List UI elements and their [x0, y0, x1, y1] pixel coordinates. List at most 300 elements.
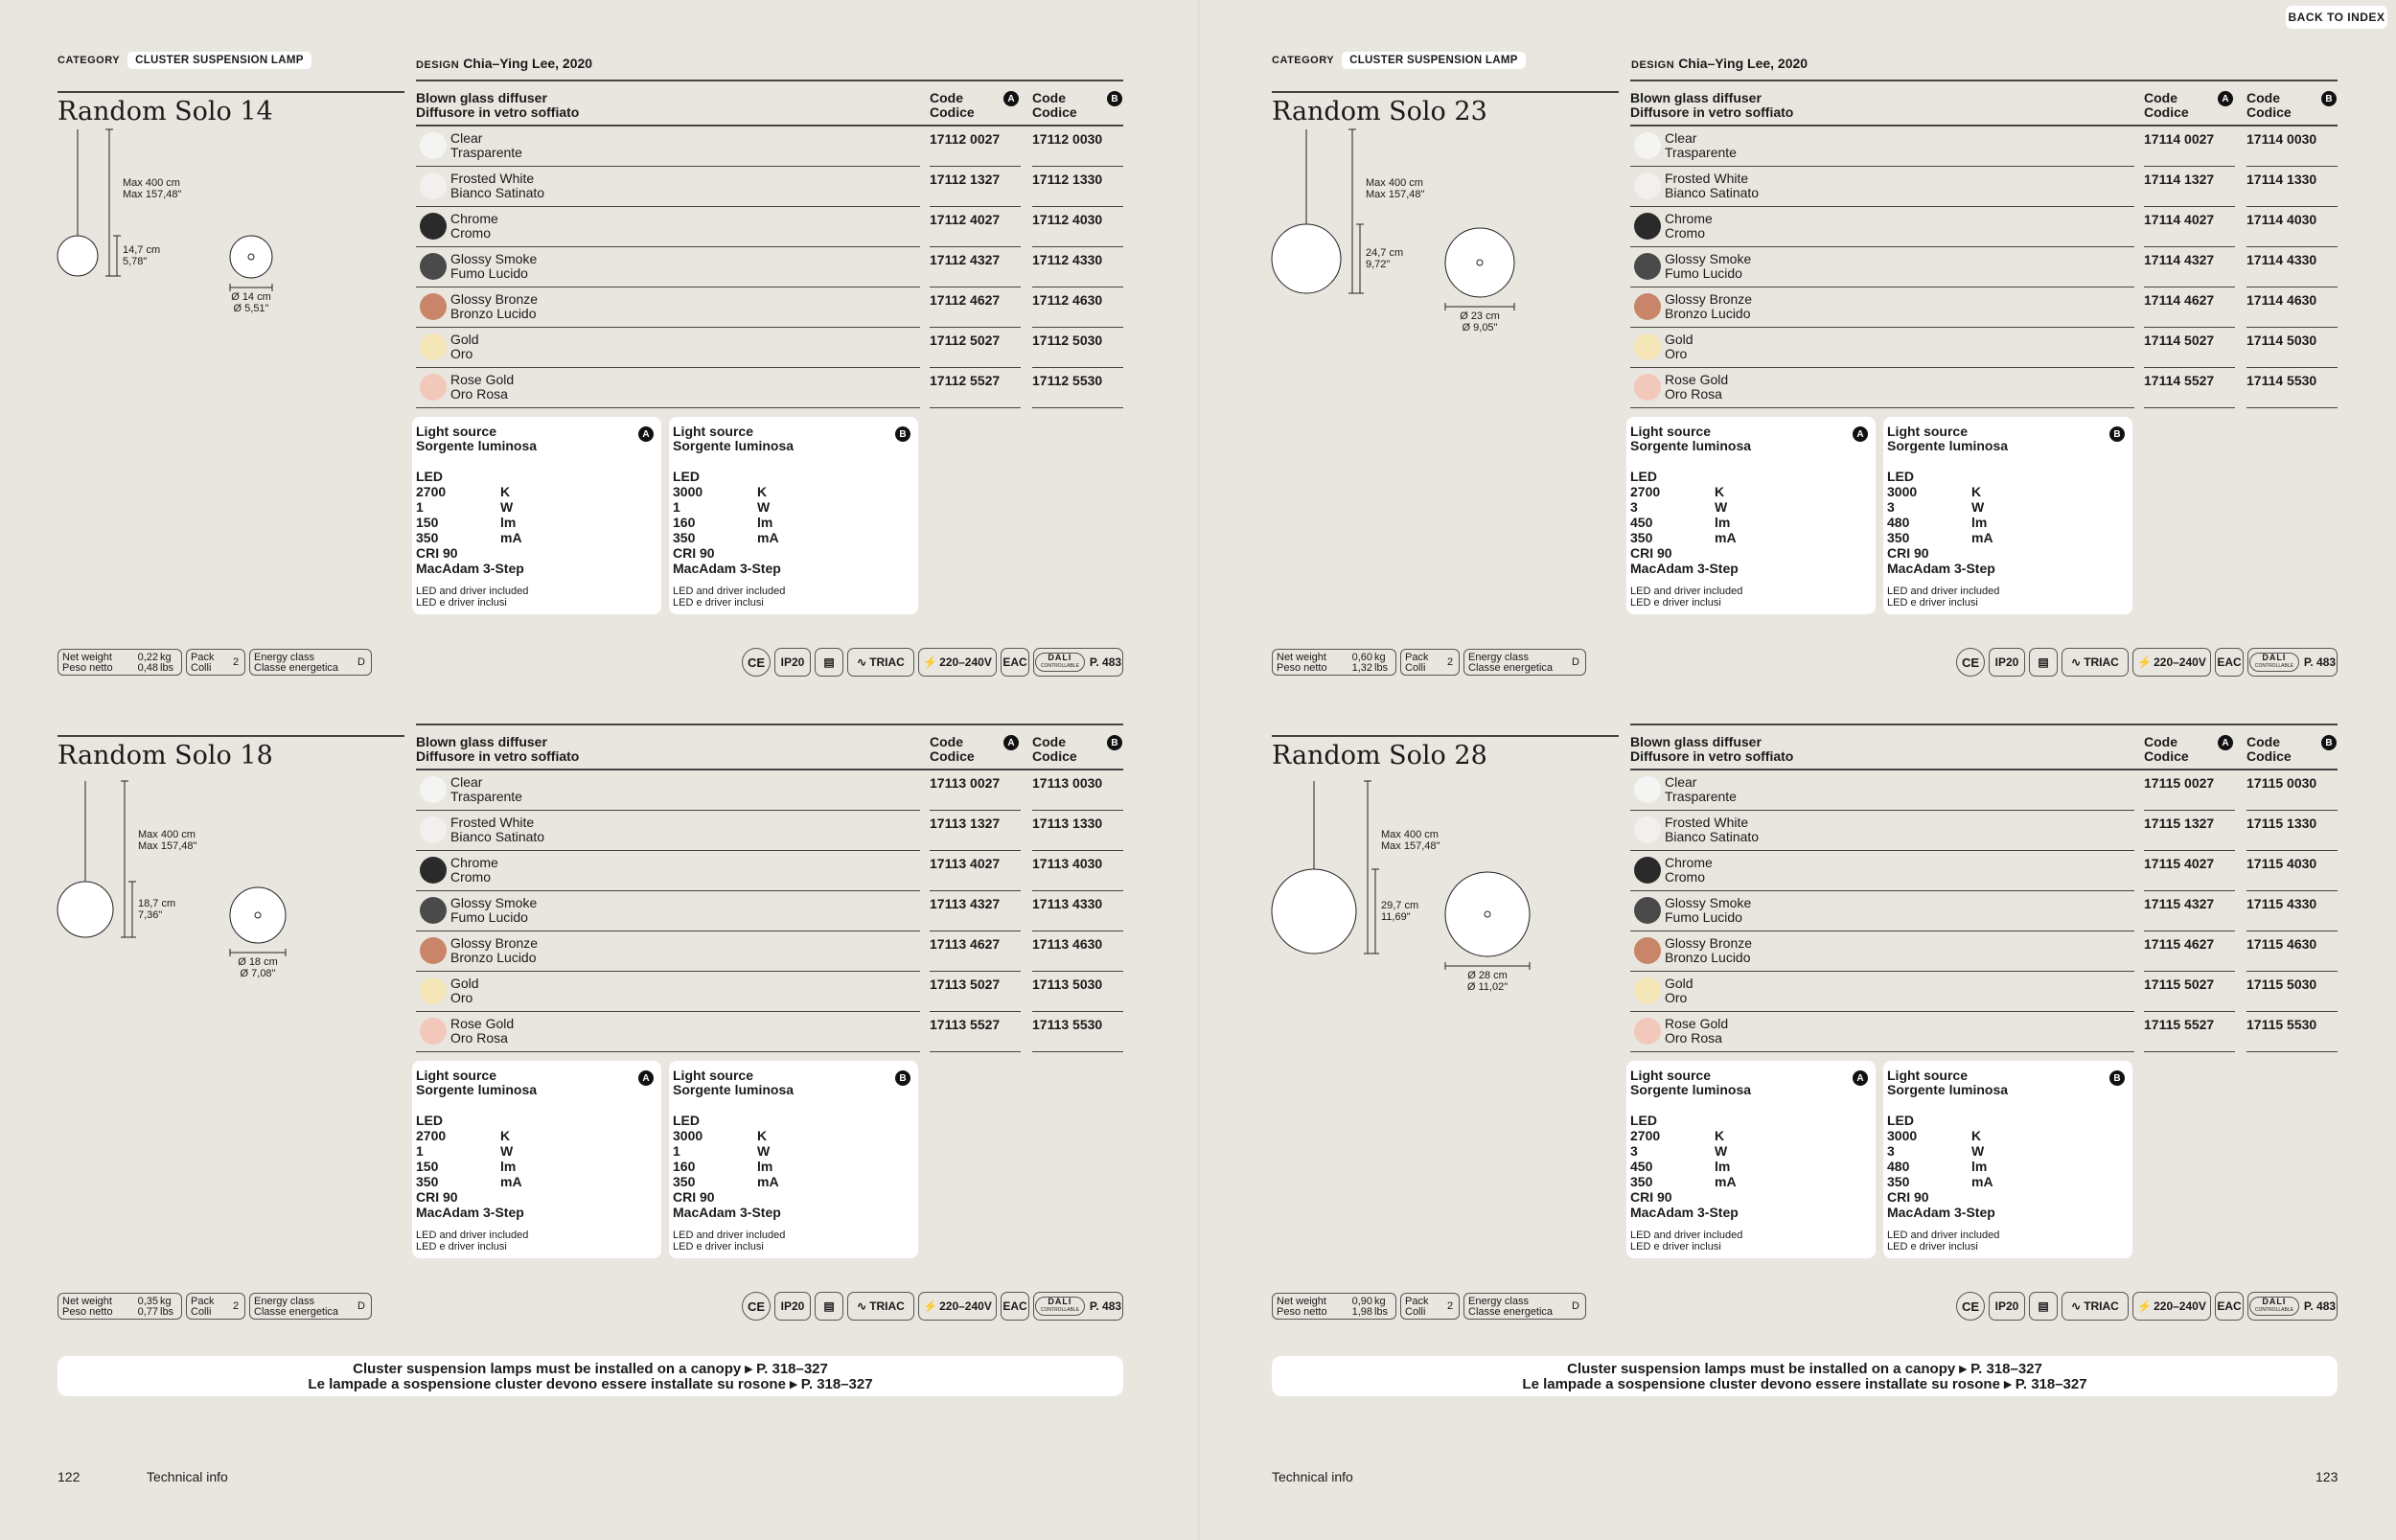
- finish-swatch-icon: [1634, 937, 1661, 964]
- spec-unit: mA: [1971, 1174, 1993, 1189]
- table-row: [1630, 770, 2338, 811]
- row-line: [930, 1051, 1021, 1052]
- product-2: [58, 735, 1123, 1348]
- code-b: 17113 5030: [1032, 977, 1103, 992]
- weight-units: [160, 653, 173, 674]
- pack-label-it: Colli: [1405, 1306, 1426, 1318]
- badge-b: B: [895, 426, 910, 442]
- canopy-note-left: [58, 1356, 1123, 1396]
- finish-name-en: Glossy Smoke: [1665, 251, 1752, 266]
- finish-name-it: Cromo: [1665, 225, 1706, 241]
- finish-swatch-icon: [1634, 333, 1661, 360]
- led-label: LED: [1887, 469, 1914, 484]
- led-note: [673, 586, 914, 609]
- dali-logo: [1035, 653, 1085, 672]
- spec-value: 350: [673, 530, 696, 545]
- eac-text: EAC: [2217, 1299, 2242, 1313]
- finish-name: [1665, 252, 1751, 281]
- table-row: [416, 770, 1123, 811]
- category-pill: CLUSTER SUSPENSION LAMP: [1342, 52, 1526, 69]
- code-header-it: Codice: [1032, 748, 1077, 764]
- energy-label-en: Energy class: [1468, 652, 1529, 663]
- code-header-it: Codice: [2246, 104, 2292, 120]
- spec-value: 3: [1630, 499, 1638, 515]
- badge-a: A: [1003, 735, 1019, 750]
- ip-text: IP20: [780, 1299, 805, 1313]
- spec-line-ma: [416, 530, 657, 545]
- light-source-spec: [673, 1113, 914, 1220]
- led-note: [1630, 586, 1872, 609]
- light-source-title-en: Light source: [416, 424, 497, 439]
- finish-name: [450, 292, 538, 321]
- row-line: [1032, 407, 1123, 408]
- light-source-card-a: [412, 1061, 661, 1258]
- eac-text: EAC: [2217, 655, 2242, 669]
- code-b: 17114 1330: [2246, 172, 2317, 187]
- spec-value: 2700: [416, 1128, 447, 1143]
- diameter-in: Ø 5,51": [233, 303, 269, 314]
- table-row: [416, 287, 1123, 328]
- table-row: [416, 1012, 1123, 1052]
- design-label: DESIGN: [1631, 59, 1675, 71]
- table-row: [1630, 891, 2338, 931]
- finish-name-it: Cromo: [1665, 869, 1706, 885]
- finish-name: [450, 131, 522, 160]
- light-source-spec: [1887, 1113, 2129, 1220]
- spec-line-w: [1887, 499, 2129, 515]
- cri-value: CRI 90: [673, 1189, 715, 1205]
- led-label: LED: [1630, 469, 1657, 484]
- unit-kg: kg: [1374, 652, 1386, 663]
- led-note-en: LED and driver included: [673, 1230, 786, 1241]
- code-header-en: Code: [1032, 734, 1066, 749]
- led-note-it: LED e driver inclusi: [673, 597, 764, 609]
- finish-name-en: Gold: [450, 332, 479, 347]
- category-header-right: [1272, 52, 1526, 80]
- row-line: [416, 407, 920, 408]
- spec-value: 350: [673, 1174, 696, 1189]
- code-a: 17115 5527: [2144, 1017, 2215, 1032]
- code-header-a: [930, 91, 975, 120]
- table-row: [1630, 851, 2338, 891]
- weight-lbs: 0,48: [137, 662, 158, 674]
- code-a: 17112 5027: [930, 333, 1001, 348]
- led-note-en: LED and driver included: [673, 586, 786, 597]
- voltage-badge: [918, 1292, 997, 1321]
- spec-value: 1: [416, 499, 424, 515]
- light-source-card-b: [1883, 417, 2132, 614]
- spec-value: 480: [1887, 515, 1910, 530]
- code-b: 17112 4330: [1032, 252, 1103, 267]
- spec-line-k: [1630, 1128, 1872, 1143]
- product-4: [1272, 735, 2338, 1348]
- row-line: [930, 407, 1021, 408]
- ip20-badge: [1989, 648, 2025, 677]
- finish-swatch-icon: [1634, 977, 1661, 1004]
- height-in: 7,36": [138, 909, 163, 921]
- spec-value: 3000: [1887, 484, 1918, 499]
- finish-swatch-icon: [420, 374, 447, 401]
- spec-line-lm: [416, 515, 657, 530]
- max-length-in: Max 157,48": [123, 189, 182, 200]
- max-length-in: Max 157,48": [1381, 840, 1440, 852]
- spec-value: 3000: [1887, 1128, 1918, 1143]
- voltage-text: 220–240V: [2154, 655, 2206, 669]
- code-a: 17115 4327: [2144, 896, 2215, 911]
- spec-unit: W: [1971, 499, 1985, 515]
- spec-value: 160: [673, 515, 696, 530]
- code-a: 17114 1327: [2144, 172, 2215, 187]
- led-label: LED: [416, 1113, 443, 1128]
- spec-line-ma: [1630, 530, 1872, 545]
- code-header-en: Code: [930, 734, 963, 749]
- energy-label-en: Energy class: [254, 652, 314, 663]
- code-a: 17115 4627: [2144, 936, 2215, 952]
- voltage-badge: [2132, 1292, 2211, 1321]
- triac-text: TRIAC: [2084, 655, 2119, 669]
- badge-b: B: [2109, 1070, 2125, 1086]
- designer-name: Chia–Ying Lee, 2020: [1678, 56, 1809, 71]
- finish-name-it: Oro Rosa: [450, 1030, 508, 1046]
- finish-name-it: Oro: [1665, 346, 1688, 361]
- finish-name-en: Frosted White: [1665, 171, 1749, 186]
- energy-label-en: Energy class: [254, 1296, 314, 1307]
- designer-name: Chia–Ying Lee, 2020: [463, 56, 593, 71]
- spec-unit: K: [757, 1128, 768, 1143]
- net-weight-pill: [58, 1293, 182, 1320]
- table-row: [1630, 811, 2338, 851]
- finish-swatch-icon: [420, 132, 447, 159]
- light-source-title-en: Light source: [1887, 424, 1969, 439]
- diffuser-header: [1630, 91, 1793, 120]
- row-line: [2246, 407, 2338, 408]
- spec-unit: lm: [757, 1159, 773, 1174]
- spec-unit: mA: [1715, 530, 1737, 545]
- code-header-it: Codice: [2246, 748, 2292, 764]
- pack-label-en: Pack: [1405, 1296, 1429, 1307]
- led-note: [416, 1230, 657, 1253]
- light-source-title: [416, 1069, 657, 1097]
- finish-name-it: Bianco Satinato: [450, 185, 545, 200]
- finish-name-it: Oro Rosa: [1665, 386, 1722, 402]
- finish-name-en: Glossy Bronze: [1665, 291, 1753, 307]
- spec-value: 1: [673, 499, 680, 515]
- page-number-right: 123: [2315, 1469, 2338, 1484]
- table-row: [1630, 328, 2338, 368]
- code-a: 17113 0027: [930, 775, 1001, 791]
- code-b: 17112 5530: [1032, 373, 1103, 388]
- finish-swatch-icon: [1634, 172, 1661, 199]
- finish-name-en: Glossy Smoke: [450, 251, 538, 266]
- light-source-title: [416, 425, 657, 453]
- table-row: [1630, 207, 2338, 247]
- table-row: [416, 891, 1123, 931]
- diffuser-header-en: Blown glass diffuser: [1630, 734, 1762, 749]
- table-row: [1630, 247, 2338, 287]
- spec-value: 1: [416, 1143, 424, 1159]
- led-label: LED: [1887, 1113, 1914, 1128]
- light-source-spec: [673, 469, 914, 576]
- dimmable-icon: ▤: [815, 1292, 843, 1321]
- height-cm: 14,7 cm: [123, 244, 161, 256]
- finish-name: [1665, 172, 1759, 200]
- pack-value: 2: [1447, 1300, 1454, 1312]
- finish-name: [450, 977, 479, 1005]
- product-rule: [1272, 91, 1619, 93]
- finish-swatch-icon: [420, 977, 447, 1004]
- finish-name-en: Clear: [1665, 774, 1697, 790]
- eac-text: EAC: [1002, 655, 1027, 669]
- finish-name-it: Bronzo Lucido: [450, 950, 537, 965]
- finish-name-it: Bronzo Lucido: [1665, 306, 1751, 321]
- max-length-cm: Max 400 cm: [123, 177, 180, 189]
- code-b: 17114 0030: [2246, 131, 2317, 147]
- finish-name: [450, 212, 498, 241]
- finish-name: [450, 172, 544, 200]
- spread-divider: [1198, 0, 1200, 1540]
- finish-name-it: Oro: [1665, 990, 1688, 1005]
- light-source-title-it: Sorgente luminosa: [1887, 1082, 2009, 1097]
- code-b: 17112 4030: [1032, 212, 1103, 227]
- finish-name-it: Bianco Satinato: [1665, 829, 1760, 844]
- page-number-left: 122: [58, 1469, 81, 1484]
- cri-value: CRI 90: [1887, 545, 1929, 561]
- light-source-title-en: Light source: [1630, 1068, 1712, 1083]
- light-source-title: [1630, 425, 1872, 453]
- table-row: [1630, 368, 2338, 408]
- code-a: 17112 5527: [930, 373, 1001, 388]
- code-header-b: [1032, 91, 1077, 120]
- table-row: [416, 851, 1123, 891]
- finish-name-en: Chrome: [1665, 855, 1713, 870]
- cri-value: CRI 90: [1887, 1189, 1929, 1205]
- product-name: Random Solo 23: [1272, 97, 1487, 126]
- finish-swatch-icon: [1634, 132, 1661, 159]
- spec-value: 350: [1887, 1174, 1910, 1189]
- code-a: 17114 4627: [2144, 292, 2215, 308]
- eac-text: EAC: [1002, 1299, 1027, 1313]
- bolt-icon: ⚡: [2137, 655, 2153, 669]
- spec-unit: K: [757, 484, 768, 499]
- wave-icon: ∿: [857, 655, 867, 669]
- diffuser-header: [1630, 735, 1793, 764]
- spec-line-k: [673, 1128, 914, 1143]
- code-b: 17112 4630: [1032, 292, 1103, 308]
- weight-lbs: 0,77: [137, 1306, 158, 1318]
- led-note-it: LED e driver inclusi: [416, 597, 507, 609]
- badge-a: A: [2218, 91, 2233, 106]
- spec-unit: mA: [1715, 1174, 1737, 1189]
- spec-line-k: [416, 1128, 657, 1143]
- ce-text: CE: [1961, 1299, 1980, 1314]
- energy-class-pill: [1463, 1293, 1586, 1320]
- code-header-it: Codice: [1032, 104, 1077, 120]
- ip-text: IP20: [1994, 1299, 2019, 1313]
- finish-name-en: Gold: [450, 976, 479, 991]
- dali-logo: [2249, 653, 2299, 672]
- spec-unit: K: [500, 484, 511, 499]
- finish-name-en: Gold: [1665, 332, 1693, 347]
- weight-label-it: Peso netto: [1277, 662, 1327, 674]
- diameter-cm: Ø 14 cm: [231, 291, 271, 303]
- pack-pill: [186, 649, 245, 676]
- table-row: [1630, 287, 2338, 328]
- ce-mark-icon: [1956, 648, 1985, 677]
- code-header-a: [930, 735, 975, 764]
- finish-name-en: Clear: [1665, 130, 1697, 146]
- table-row: [416, 368, 1123, 408]
- finish-name: [450, 896, 537, 925]
- light-source-title-en: Light source: [1887, 1068, 1969, 1083]
- triac-text: TRIAC: [869, 1299, 905, 1313]
- table-row: [1630, 972, 2338, 1012]
- finish-name: [1665, 936, 1752, 965]
- code-a: 17112 0027: [930, 131, 1001, 147]
- row-line: [1032, 1051, 1123, 1052]
- code-b: 17115 0030: [2246, 775, 2317, 791]
- spec-unit: mA: [500, 1174, 522, 1189]
- pack-pill: [1400, 1293, 1460, 1320]
- light-source-title-en: Light source: [1630, 424, 1712, 439]
- net-weight-pill: [58, 649, 182, 676]
- back-to-index-button[interactable]: BACK TO INDEX: [2286, 6, 2387, 29]
- code-header-it: Codice: [2144, 748, 2189, 764]
- height-cm: 18,7 cm: [138, 898, 176, 909]
- finish-name-it: Cromo: [450, 225, 492, 241]
- badge-a: A: [638, 426, 654, 442]
- weight-values: [1344, 1297, 1372, 1318]
- diameter-cm: Ø 28 cm: [1467, 970, 1508, 981]
- led-label: LED: [1630, 1113, 1657, 1128]
- finish-name: [450, 856, 498, 885]
- canopy-note-en: Cluster suspension lamps must be installed on a canopy ▸ P. 318–327: [353, 1361, 828, 1377]
- voltage-text: 220–240V: [2154, 1299, 2206, 1313]
- eac-mark-icon: [2215, 1292, 2244, 1321]
- category-label: CATEGORY: [58, 55, 121, 66]
- canopy-note-it: Le lampade a sospensione cluster devono essere installate su rosone ▸ P. 318–327: [1522, 1376, 2087, 1392]
- macadam-value: MacAdam 3-Step: [1630, 561, 1739, 576]
- finish-name-en: Rose Gold: [1665, 1016, 1729, 1031]
- spec-line-lm: [1887, 515, 2129, 530]
- unit-lbs: lbs: [160, 1306, 174, 1318]
- spec-value: 450: [1630, 515, 1653, 530]
- spec-value: 160: [673, 1159, 696, 1174]
- led-note-en: LED and driver included: [416, 586, 529, 597]
- light-source-title-it: Sorgente luminosa: [1887, 438, 2009, 453]
- code-b: 17113 4330: [1032, 896, 1103, 911]
- voltage-text: 220–240V: [939, 655, 992, 669]
- table-row: [1630, 167, 2338, 207]
- led-note: [416, 586, 657, 609]
- finish-name-it: Oro Rosa: [1665, 1030, 1722, 1046]
- finish-name: [1665, 856, 1713, 885]
- code-b: 17113 0030: [1032, 775, 1103, 791]
- dali-page: P. 483: [2303, 1299, 2337, 1313]
- code-header-en: Code: [930, 90, 963, 105]
- finish-name-en: Chrome: [450, 855, 498, 870]
- macadam-value: MacAdam 3-Step: [673, 561, 781, 576]
- code-b: 17115 5030: [2246, 977, 2317, 992]
- dali-page: P. 483: [2303, 655, 2337, 669]
- finish-name: [1665, 1017, 1728, 1046]
- finish-name: [450, 1017, 514, 1046]
- badge-a: A: [2218, 735, 2233, 750]
- light-source-title-it: Sorgente luminosa: [1630, 1082, 1752, 1097]
- weight-units: [160, 1297, 173, 1318]
- diameter-cm: Ø 23 cm: [1460, 310, 1500, 322]
- macadam-value: MacAdam 3-Step: [416, 561, 524, 576]
- weight-values: [1344, 653, 1372, 674]
- code-header-en: Code: [2246, 734, 2280, 749]
- light-source-card-a: [1626, 417, 1876, 614]
- max-length-in: Max 157,48": [138, 840, 197, 852]
- spec-unit: lm: [1971, 1159, 1988, 1174]
- table-row: [1630, 126, 2338, 167]
- badge-b: B: [1107, 735, 1122, 750]
- light-source-title-it: Sorgente luminosa: [673, 438, 795, 453]
- finish-name-en: Glossy Bronze: [1665, 935, 1753, 951]
- finish-name-en: Rose Gold: [450, 372, 515, 387]
- finish-name: [1665, 896, 1751, 925]
- code-b: 17113 5530: [1032, 1017, 1103, 1032]
- finish-swatch-icon: [1634, 816, 1661, 843]
- table-rule: [416, 724, 1123, 725]
- badge-b: B: [895, 1070, 910, 1086]
- energy-label-it: Classe energetica: [254, 662, 339, 674]
- spec-line-ma: [1887, 1174, 2129, 1189]
- finish-name-en: Glossy Smoke: [450, 895, 538, 910]
- diffuser-header-it: Diffusore in vetro soffiato: [416, 748, 580, 764]
- finish-name: [1665, 131, 1737, 160]
- led-note-en: LED and driver included: [1887, 586, 2000, 597]
- voltage-text: 220–240V: [939, 1299, 992, 1313]
- light-source-card-a: [412, 417, 661, 614]
- energy-label-it: Classe energetica: [254, 1306, 339, 1318]
- dali-sub: CONTROLLABLE: [1040, 1307, 1079, 1313]
- triac-text: TRIAC: [2084, 1299, 2119, 1313]
- spec-line-lm: [1630, 1159, 1872, 1174]
- spec-value: 350: [416, 530, 439, 545]
- finish-name-en: Rose Gold: [1665, 372, 1729, 387]
- finish-name-en: Glossy Bronze: [450, 935, 539, 951]
- spec-line-lm: [673, 1159, 914, 1174]
- diffuser-header-en: Blown glass diffuser: [1630, 90, 1762, 105]
- max-length-in: Max 157,48": [1366, 189, 1425, 200]
- row-line: [416, 1051, 920, 1052]
- eac-mark-icon: [1001, 648, 1029, 677]
- table-row: [416, 811, 1123, 851]
- code-header-it: Codice: [930, 104, 975, 120]
- dali-badge: [1033, 1292, 1123, 1321]
- diffuser-header-it: Diffusore in vetro soffiato: [1630, 748, 1794, 764]
- spec-line-k: [1887, 484, 2129, 499]
- wave-icon: ∿: [2071, 655, 2082, 669]
- spec-unit: W: [500, 499, 514, 515]
- net-weight-pill: [1272, 1293, 1396, 1320]
- spec-unit: W: [500, 1143, 514, 1159]
- spec-unit: W: [1715, 499, 1728, 515]
- macadam-value: MacAdam 3-Step: [416, 1205, 524, 1220]
- weight-label-en: Net weight: [1277, 652, 1326, 663]
- row-line: [2246, 1051, 2338, 1052]
- finish-name-en: Rose Gold: [450, 1016, 515, 1031]
- finish-name-it: Cromo: [450, 869, 492, 885]
- pack-label-en: Pack: [1405, 652, 1429, 663]
- table-rule: [1630, 724, 2338, 725]
- spec-line-w: [416, 499, 657, 515]
- unit-kg: kg: [160, 652, 172, 663]
- badge-a: A: [1003, 91, 1019, 106]
